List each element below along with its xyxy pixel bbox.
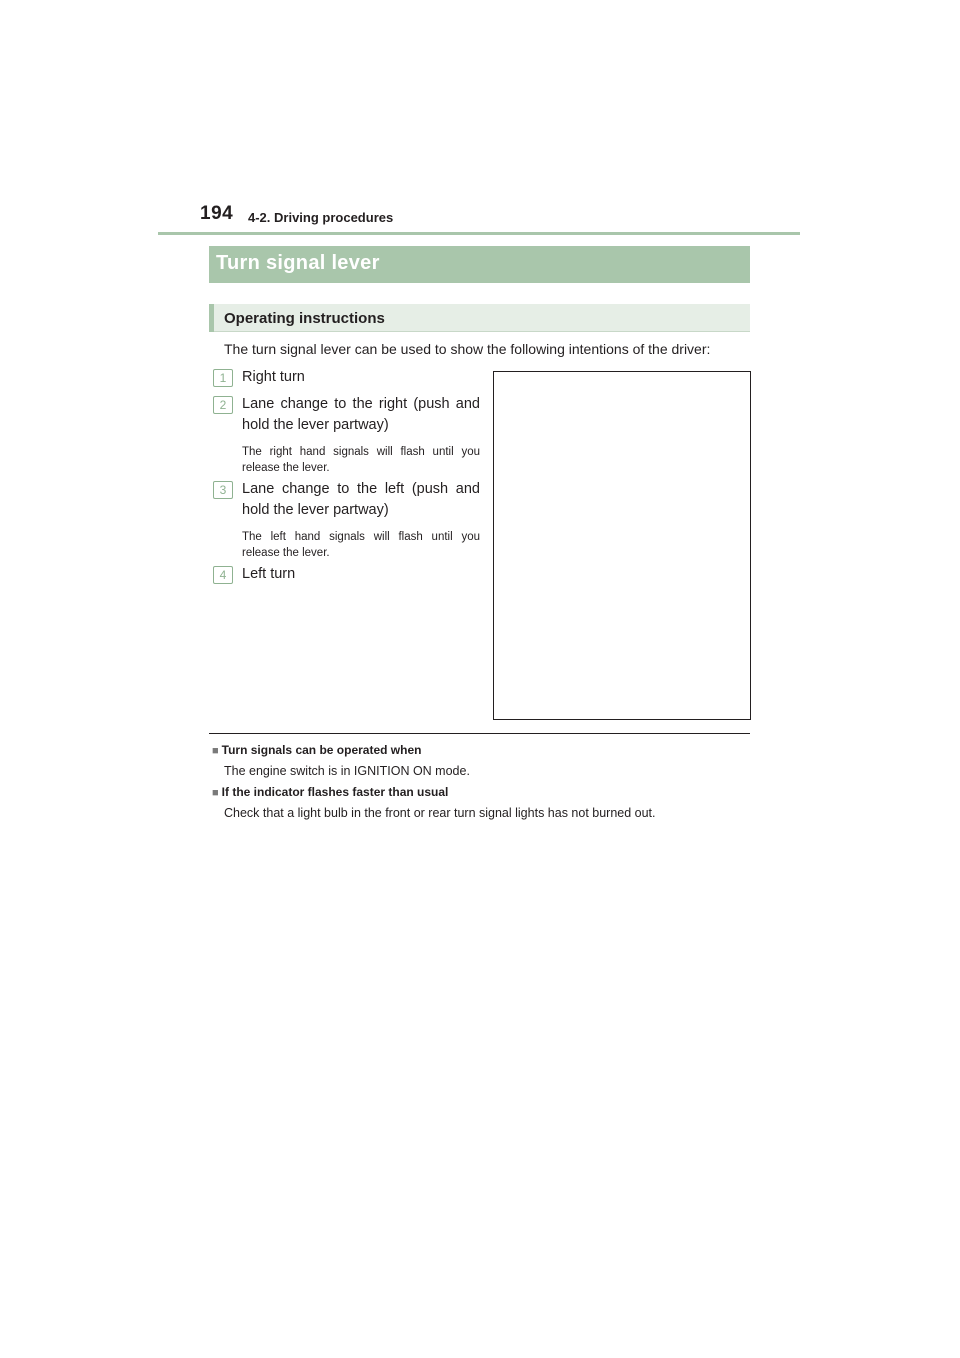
item-text-3: Lane change to the left (push and hold the lever partway)	[242, 481, 480, 518]
square-bullet-icon: ■	[212, 787, 219, 799]
item-number-2: 2	[213, 396, 233, 414]
subheading-accent	[209, 304, 214, 332]
item-text-4: Left turn	[242, 566, 296, 582]
item-text-2: Lane change to the right (push and hold the lever partway)	[242, 396, 480, 433]
page-title: Turn signal lever	[216, 252, 380, 274]
header-divider	[158, 232, 800, 235]
subheading-bar	[209, 304, 750, 332]
section-divider	[209, 733, 750, 734]
page-number: 194	[200, 203, 234, 224]
section-label: 4-2. Driving procedures	[248, 210, 394, 225]
item-text-1: Right turn	[242, 369, 305, 385]
item-number-1: 1	[213, 369, 233, 387]
square-bullet-icon: ■	[212, 745, 219, 757]
intro-text: The turn signal lever can be used to show the following intentions of the driver:	[224, 341, 711, 357]
illustration-frame	[493, 371, 751, 720]
item-note-3: The left hand signals will flash until you release the lever.	[242, 531, 480, 559]
info-body-2: Check that a light bulb in the front or rear turn signal lights has not burned out.	[224, 806, 656, 820]
subheading: Operating instructions	[224, 310, 385, 327]
info-body-1: The engine switch is in IGNITION ON mode.	[224, 764, 470, 778]
info-heading-1	[212, 743, 421, 757]
item-note-2: The right hand signals will flash until you release the lever.	[242, 446, 480, 474]
title-bar	[209, 246, 750, 283]
info-heading-2-text: If the indicator flashes faster than usual	[221, 785, 449, 799]
info-heading-2	[212, 785, 448, 799]
info-heading-1-text: Turn signals can be operated when	[221, 743, 422, 757]
item-number-3: 3	[213, 481, 233, 499]
item-number-4: 4	[213, 566, 233, 584]
